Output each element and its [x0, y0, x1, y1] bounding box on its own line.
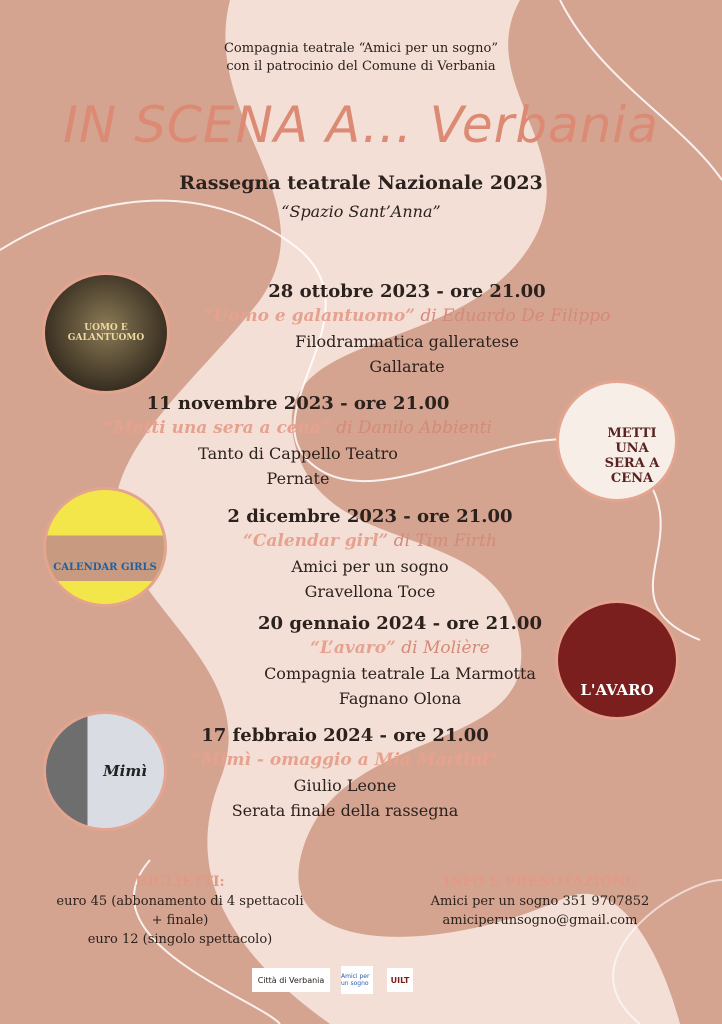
event-2-poster-image — [556, 380, 678, 502]
amici-per-un-sogno-logo — [341, 966, 373, 994]
ticket-subscription-cont: + finale) — [151, 913, 209, 928]
event-date: 17 febbraio 2024 - ore 21.00 — [201, 725, 489, 746]
uilt-logo — [387, 968, 413, 992]
event-place: Fagnano Olona — [338, 689, 462, 708]
organizer-info — [0, 40, 722, 76]
poster-title: IN SCENA A... Verbania — [63, 96, 659, 154]
organizer-line: Compagnia teatrale “Amici per un sogno” — [223, 41, 499, 56]
event-show: “Calendar girl” — [243, 531, 389, 551]
info-email: amiciperunsogno@gmail.com — [442, 913, 638, 928]
event-show: “Mimì - omaggio a Mia Martini” — [191, 750, 499, 770]
logo-text: UILT — [390, 975, 410, 985]
event-5-poster-image — [43, 711, 167, 831]
event-date: 11 novembre 2023 - ore 21.00 — [146, 393, 450, 414]
event-date: 20 gennaio 2024 - ore 21.00 — [258, 613, 542, 634]
event-2 — [38, 391, 558, 491]
event-company: Compagnia teatrale La Marmotta — [264, 664, 536, 683]
ticket-subscription: euro 45 (abbonamento di 4 spettacoli — [56, 894, 304, 909]
info-heading: INFO E PRENOTAZIONI: — [443, 874, 637, 890]
event-4-poster-image — [555, 600, 679, 720]
event-place: Gallarate — [369, 357, 445, 376]
event-place: Gravellona Toce — [304, 582, 436, 601]
event-3-poster-image — [43, 487, 167, 607]
event-show: “Metti una sera a cena” — [104, 418, 331, 438]
poster-caption: UOMO E GALANTUOMO — [67, 323, 145, 343]
event-company: Giulio Leone — [293, 776, 397, 795]
event-1 — [147, 279, 667, 379]
tickets-heading: BIGLIETTI: — [135, 874, 225, 890]
event-author: di Danilo Abbienti — [330, 418, 492, 438]
event-author: di Eduardo De Filippo — [414, 306, 611, 326]
festival-subtitle: Rassegna teatrale Nazionale 2023 — [179, 172, 543, 194]
poster-caption: METTI UNA SERA A CENA — [604, 426, 660, 486]
logo-text: Amici per un sogno — [341, 973, 370, 987]
event-place: Serata finale della rassegna — [231, 801, 459, 820]
event-3 — [110, 504, 630, 604]
info-phone: Amici per un sogno 351 9707852 — [430, 894, 650, 909]
citta-di-verbania-logo — [252, 968, 330, 992]
event-date: 28 ottobre 2023 - ore 21.00 — [268, 281, 546, 302]
poster-caption: CALENDAR GIRLS — [53, 561, 157, 573]
info-section — [390, 873, 690, 930]
patronage-line: con il patrocinio del Comune di Verbania — [226, 59, 496, 74]
poster-caption: L'AVARO — [580, 681, 654, 699]
ticket-single: euro 12 (singolo spettacolo) — [87, 932, 273, 947]
event-author: di Molière — [395, 638, 490, 658]
event-company: Amici per un sogno — [291, 557, 449, 576]
venue-name: “Spazio Sant’Anna” — [281, 202, 441, 221]
event-date: 2 dicembre 2023 - ore 21.00 — [227, 506, 513, 527]
event-1-poster-image — [42, 272, 170, 394]
event-author: di Tim Firth — [388, 531, 497, 551]
poster-caption: Mimì — [103, 762, 147, 780]
event-show: “Uomo e galantuomo” — [203, 306, 415, 326]
tickets-section — [30, 873, 330, 949]
event-place: Pernate — [266, 469, 330, 488]
event-show: “L’avaro” — [310, 638, 396, 658]
logo-text: Città di Verbania — [257, 975, 325, 985]
event-company: Tanto di Cappello Teatro — [198, 444, 398, 463]
event-company: Filodrammatica galleratese — [295, 332, 519, 351]
